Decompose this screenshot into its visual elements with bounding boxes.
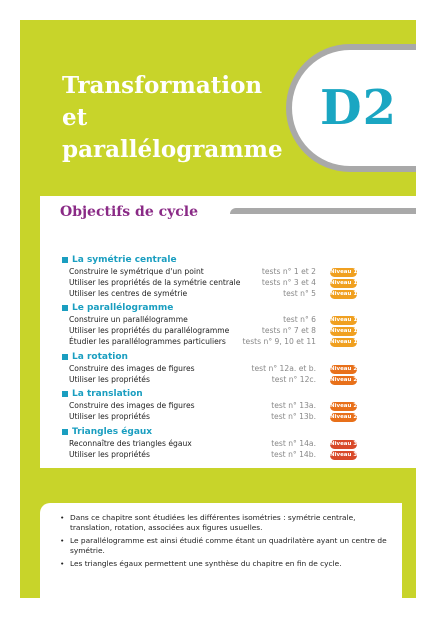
bullet-icon: •: [60, 536, 65, 545]
level-badge: Niveau 2: [330, 376, 358, 383]
bullet-icon: •: [60, 513, 65, 522]
objective-section: [20, 388, 416, 423]
chapter-title-line-1: Transformation: [62, 72, 263, 99]
chapter-title-line-2: et: [62, 104, 88, 131]
section-title: Triangles égaux: [72, 426, 153, 437]
objective-text: Utiliser les propriétés: [69, 449, 150, 459]
objective-item: [20, 401, 416, 412]
section-title: La symétrie centrale: [72, 255, 177, 265]
objective-item: [20, 278, 416, 289]
level-badge: Niveau 1: [330, 279, 358, 286]
objectives-sections: [20, 254, 416, 464]
objective-item: [20, 337, 416, 348]
chapter-title-line-3: parallélogramme: [62, 136, 283, 163]
square-bullet-icon: [62, 354, 68, 360]
chapter-code: D2: [320, 80, 398, 136]
objective-item: [20, 326, 416, 337]
notes-list: [40, 503, 402, 569]
level-badge: Niveau 1: [330, 328, 358, 335]
level-badge: Niveau 1: [330, 338, 358, 345]
square-bullet-icon: [62, 429, 68, 435]
section-heading: [20, 426, 416, 439]
square-bullet-icon: [62, 257, 68, 263]
objectives-tab-divider: [230, 208, 416, 214]
objective-item: [20, 315, 416, 326]
objective-item: [20, 289, 416, 300]
objective-text: Utiliser les propriétés: [69, 412, 150, 422]
objective-text: Construire des images de figures: [69, 363, 195, 373]
objectives-heading: Objectifs de cycle: [60, 204, 199, 220]
objective-text: Étudier les parallélogrammes particuliers: [69, 336, 226, 346]
note-text: Dans ce chapitre sont étudiées les différentes isométries : symétrie centrale, translation, rotation, associées aux figures usuelles.: [70, 513, 356, 532]
note-item: [60, 513, 402, 533]
chapter-badge: [286, 44, 416, 172]
objective-item: [20, 439, 416, 450]
section-title: Le parallélogramme: [72, 303, 174, 314]
objective-text: Utiliser les propriétés: [69, 374, 150, 384]
section-heading: [20, 351, 416, 364]
square-bullet-icon: [62, 305, 68, 311]
level-badge: Niveau 1: [330, 290, 358, 297]
note-item: [60, 536, 402, 556]
objective-section: [20, 426, 416, 461]
objective-test-ref: tests n° 7 et 8: [261, 326, 316, 336]
objective-text: Construire le symétrique d'un point: [69, 267, 204, 276]
objective-test-ref: test n° 5: [283, 288, 316, 298]
objective-test-ref: test n° 13a.: [271, 401, 316, 411]
objective-test-ref: test n° 12c.: [271, 374, 316, 384]
note-item: [60, 559, 402, 569]
level-badge: Niveau 2: [330, 403, 358, 410]
objective-test-ref: tests n° 9, 10 et 11: [242, 336, 316, 346]
level-badge: Niveau 2: [330, 414, 358, 421]
objective-item: [20, 412, 416, 423]
level-badge: Niveau 3: [330, 440, 358, 447]
objective-test-ref: test n° 6: [283, 315, 316, 325]
section-title: La rotation: [72, 351, 128, 362]
objective-test-ref: test n° 14a.: [271, 438, 316, 448]
level-badge: Niveau 3: [330, 451, 358, 458]
level-badge: Niveau 1: [330, 269, 358, 275]
level-badge: Niveau 2: [330, 365, 358, 372]
objective-item: [20, 267, 416, 278]
note-text: Les triangles égaux permettent une synthèse du chapitre en fin de cycle.: [70, 559, 342, 568]
section-heading: [20, 254, 416, 267]
note-text: Le parallélogramme est ainsi étudié comme étant un quadrilatère ayant un centre de symétrie.: [70, 536, 387, 555]
objective-item: [20, 375, 416, 386]
objective-section: [20, 302, 416, 347]
section-heading: [20, 302, 416, 315]
bullet-icon: •: [60, 559, 65, 568]
objective-test-ref: tests n° 1 et 2: [261, 267, 316, 276]
notes-panel: [40, 503, 402, 598]
section-heading: [20, 388, 416, 401]
objective-text: Reconnaître des triangles égaux: [69, 438, 192, 448]
objective-item: [20, 364, 416, 375]
objective-text: Construire un parallélogramme: [69, 315, 188, 325]
objective-text: Utiliser les centres de symétrie: [69, 288, 188, 298]
square-bullet-icon: [62, 391, 68, 397]
objective-text: Utiliser les propriétés du parallélogramme: [69, 326, 230, 336]
level-badge: Niveau 1: [330, 317, 358, 324]
objective-section: [20, 351, 416, 386]
objective-test-ref: test n° 12a. et b.: [251, 363, 316, 373]
chapter-title: [62, 70, 312, 166]
objective-test-ref: test n° 13b.: [271, 412, 316, 422]
objective-test-ref: tests n° 3 et 4: [261, 277, 316, 287]
objective-text: Utiliser les propriétés de la symétrie centrale: [69, 277, 241, 287]
objective-test-ref: test n° 14b.: [271, 449, 316, 459]
section-title: La translation: [72, 389, 143, 400]
objective-text: Construire des images de figures: [69, 401, 195, 411]
objective-item: [20, 450, 416, 461]
objective-section: [20, 254, 416, 299]
chapter-page: [20, 20, 416, 598]
